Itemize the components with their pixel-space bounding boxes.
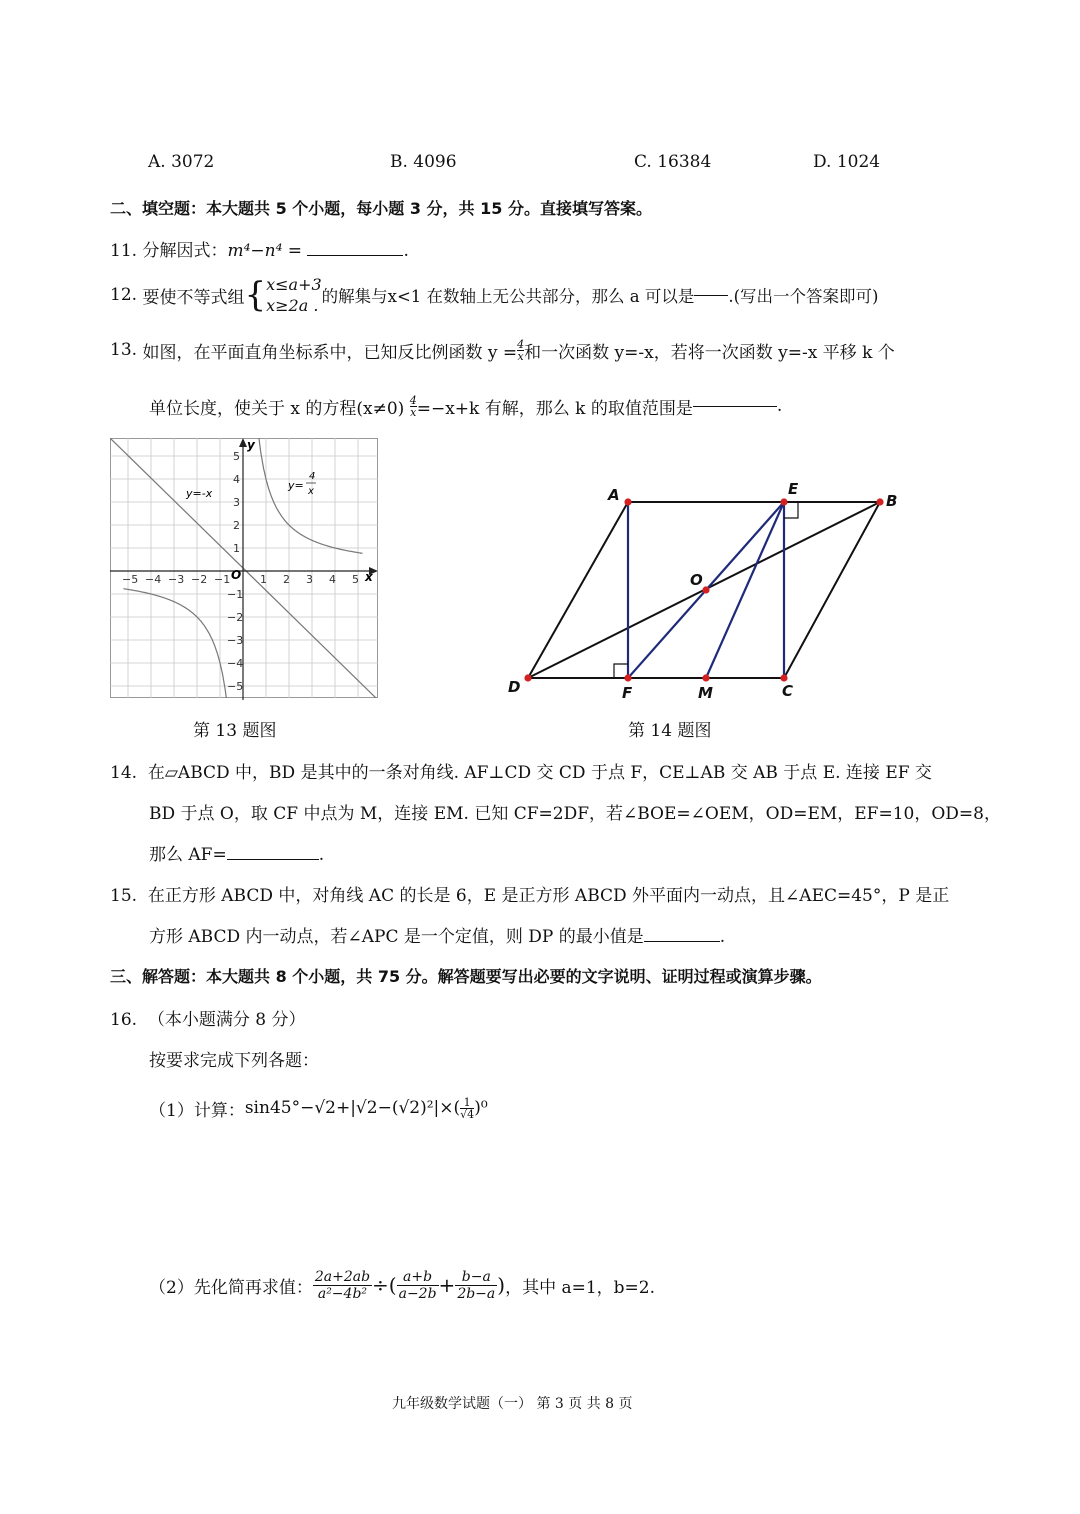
question-14-line-3 <box>149 840 324 865</box>
question-16-header <box>110 1005 305 1030</box>
page-footer: 九年级数学试题（一） 第 3 页 共 8 页 <box>392 1396 633 1412</box>
fig13-y-tick: −1 <box>227 588 244 601</box>
q11-expression: m⁴−n⁴ = <box>227 241 303 261</box>
fig13-origin-label: O <box>231 568 242 582</box>
fig14-segment-em <box>706 502 784 678</box>
q15-line2-end: . <box>719 927 726 947</box>
q16-p2-tail: ，其中 a=1，b=2. <box>505 1277 656 1298</box>
figure-13 <box>110 438 380 700</box>
q15-number: 15. <box>110 886 138 906</box>
question-15-line-1 <box>110 881 949 906</box>
q16-p2-label: （2）先化简再求值： <box>149 1277 313 1298</box>
fig14-label-b: B <box>886 492 898 510</box>
fig14-point-a <box>624 498 631 505</box>
fig13-x-tick: −5 <box>122 573 139 586</box>
fig13-x-tick: 2 <box>283 573 290 586</box>
question-15-line-2 <box>149 922 725 947</box>
q14-line3-end: . <box>318 845 325 865</box>
q16-p1-fraction: 1 √4 <box>460 1095 475 1121</box>
q16-part-2 <box>149 1262 655 1308</box>
fig13-caption: 第 13 题图 <box>193 721 277 741</box>
figure-14 <box>500 478 910 706</box>
fig13-y-tick: −5 <box>227 680 244 693</box>
fig13-x-tick: 5 <box>352 573 359 586</box>
q14-answer-blank[interactable] <box>227 858 319 860</box>
q12-tail: .(写出一个答案即可) <box>728 287 879 306</box>
q14-line1: 在▱ABCD 中，BD 是其中的一条对角线. AF⊥CD 交 CD 于点 F，CE⊥AB 交 AB 于点 E. 连接 EF 交 <box>147 763 932 783</box>
fig13-x-tick: −3 <box>168 573 185 586</box>
q15-line1: 在正方形 ABCD 中，对角线 AC 的长是 6，E 是正方形 ABCD 外平面内一动点，且∠AEC=45°，P 是正 <box>147 886 950 906</box>
fig13-y-tick: −3 <box>227 634 244 647</box>
choice-c: C. 16384 <box>634 152 712 172</box>
q16-p2-divide: ÷( <box>372 1273 397 1297</box>
q12-prefix: 要使不等式组 <box>142 287 245 308</box>
q16-p2-fraction-2: $\frac{a+b}{a-2b}$ <box>398 1268 437 1302</box>
q12-system <box>266 274 322 316</box>
question-12 <box>110 272 878 318</box>
fig14-label-e: E <box>788 480 799 498</box>
q13-line2-c: . <box>776 396 783 416</box>
question-11 <box>110 236 409 261</box>
q15-answer-blank[interactable] <box>644 940 720 942</box>
fig13-y-tick: 1 <box>233 542 240 555</box>
q13-answer-blank[interactable] <box>693 405 777 407</box>
fig14-point-m <box>702 674 709 681</box>
fig13-y-tick: 5 <box>233 450 240 463</box>
fig14-point-d <box>524 674 531 681</box>
q16-p2-fraction-1: $\frac{2a+2ab}{\text{a²−4b²}}$ <box>314 1268 371 1302</box>
q13-line2-b: =−x+k 有解，那么 k 的取值范围是 <box>416 398 693 419</box>
fig13-y-tick: 3 <box>233 496 240 509</box>
choice-a: A. 3072 <box>148 152 215 172</box>
choice-d: D. 1024 <box>813 152 881 172</box>
q13-number: 13. <box>110 340 138 360</box>
fig13-x-tick: −1 <box>214 573 231 586</box>
fig13-hyperbola-num: 4 <box>309 471 316 482</box>
question-13-line-1 <box>110 332 895 368</box>
q13-fraction: $\frac{4}{x}$ <box>517 337 525 363</box>
q12-number: 12. <box>110 285 138 305</box>
fig14-point-o <box>702 586 709 593</box>
q16-p2-plus: + <box>438 1273 456 1297</box>
q13-line1-b: 和一次函数 y=-x，若将一次函数 y=-x 平移 k 个 <box>524 342 895 363</box>
q11-answer-blank[interactable] <box>307 254 403 256</box>
fig13-x-tick: 3 <box>306 573 313 586</box>
section2-heading: 二、填空题：本大题共 5 个小题，每小题 3 分，共 15 分。直接填写答案。 <box>110 199 652 218</box>
q12-middle: 的解集与x<1 在数轴上无公共部分，那么 a 可以是 <box>321 287 695 306</box>
q13-line2-a: 单位长度，使关于 x 的方程(x≠0) <box>149 398 405 419</box>
fig14-point-e <box>780 498 787 505</box>
q12-ineq-1: x≤a+3 <box>266 275 322 294</box>
q16-part-1 <box>149 1088 488 1128</box>
fig13-x-tick: 1 <box>260 573 267 586</box>
q16-instruction: 按要求完成下列各题： <box>149 1051 319 1071</box>
fig13-y-tick: −4 <box>227 657 244 670</box>
q14-number: 14. <box>110 763 138 783</box>
question-14-line-1 <box>110 758 932 783</box>
q14-line3: 那么 AF= <box>149 845 227 865</box>
fig14-label-o: O <box>690 571 703 589</box>
q16-p2-close: ) <box>497 1273 506 1297</box>
choice-b: B. 4096 <box>390 152 457 172</box>
q12-ineq-2: x≥2a . <box>266 296 319 315</box>
fig14-point-c <box>780 674 787 681</box>
fig14-side-da <box>528 502 628 678</box>
q11-prefix: 分解因式： <box>142 241 228 261</box>
fig14-label-f: F <box>622 684 633 702</box>
fig14-label-m: M <box>698 684 713 702</box>
q16-p2-fraction-3: $\frac{b-a}{2b-a}$ <box>457 1268 496 1302</box>
fig13-y-label: y <box>247 438 255 452</box>
q16-p1-tail: )⁰ <box>474 1098 488 1118</box>
fig14-caption: 第 14 题图 <box>628 721 712 741</box>
fig14-point-f <box>624 674 631 681</box>
fig13-line-label: y=-x <box>186 487 213 500</box>
section3-heading: 三、解答题：本大题共 8 个小题，共 75 分。解答题要写出必要的文字说明、证明过程或演算步骤。 <box>110 967 822 986</box>
brace-icon: { <box>244 275 267 315</box>
q13-fraction-2: $\frac{4}{x}$ <box>409 393 417 419</box>
q13-line1-a: 如图，在平面直角坐标系中，已知反比例函数 y = <box>142 342 518 363</box>
q15-line2: 方形 ABCD 内一动点，若∠APC 是一个定值，则 DP 的最小值是 <box>149 927 644 947</box>
fig13-x-label: x <box>365 570 373 584</box>
q11-number: 11. <box>110 241 138 261</box>
q16-p1-expression: sin45°−√2+|√2−(√2)²|×( <box>244 1098 461 1118</box>
q12-answer-blank[interactable] <box>694 294 728 296</box>
q16-number: 16. <box>110 1010 138 1030</box>
fig13-hyperbola-label: y= <box>288 479 304 492</box>
fig13-x-tick: −4 <box>145 573 162 586</box>
q11-period: . <box>403 241 409 261</box>
fig14-side-bc <box>784 502 880 678</box>
q14-line2: BD 于点 O，取 CF 中点为 M，连接 EM. 已知 CF=2DF，若∠BOE=∠OEM，OD=EM，EF=10，OD=8， <box>149 804 1001 824</box>
fig13-y-tick: −2 <box>227 611 244 624</box>
fig13-y-tick: 2 <box>233 519 240 532</box>
fig14-label-a: A <box>608 486 620 504</box>
q16-score: （本小题满分 8 分） <box>147 1010 306 1030</box>
fig13-y-tick: 4 <box>233 473 240 486</box>
q16-p1-label: （1）计算： <box>149 1100 245 1121</box>
fig14-point-b <box>876 498 883 505</box>
question-13-line-2 <box>149 388 782 424</box>
fig14-label-d: D <box>508 678 521 696</box>
fig13-x-tick: 4 <box>329 573 336 586</box>
fig13-hyperbola-den: x <box>308 486 314 497</box>
fig13-x-tick: −2 <box>191 573 208 586</box>
fig14-label-c: C <box>782 682 794 700</box>
